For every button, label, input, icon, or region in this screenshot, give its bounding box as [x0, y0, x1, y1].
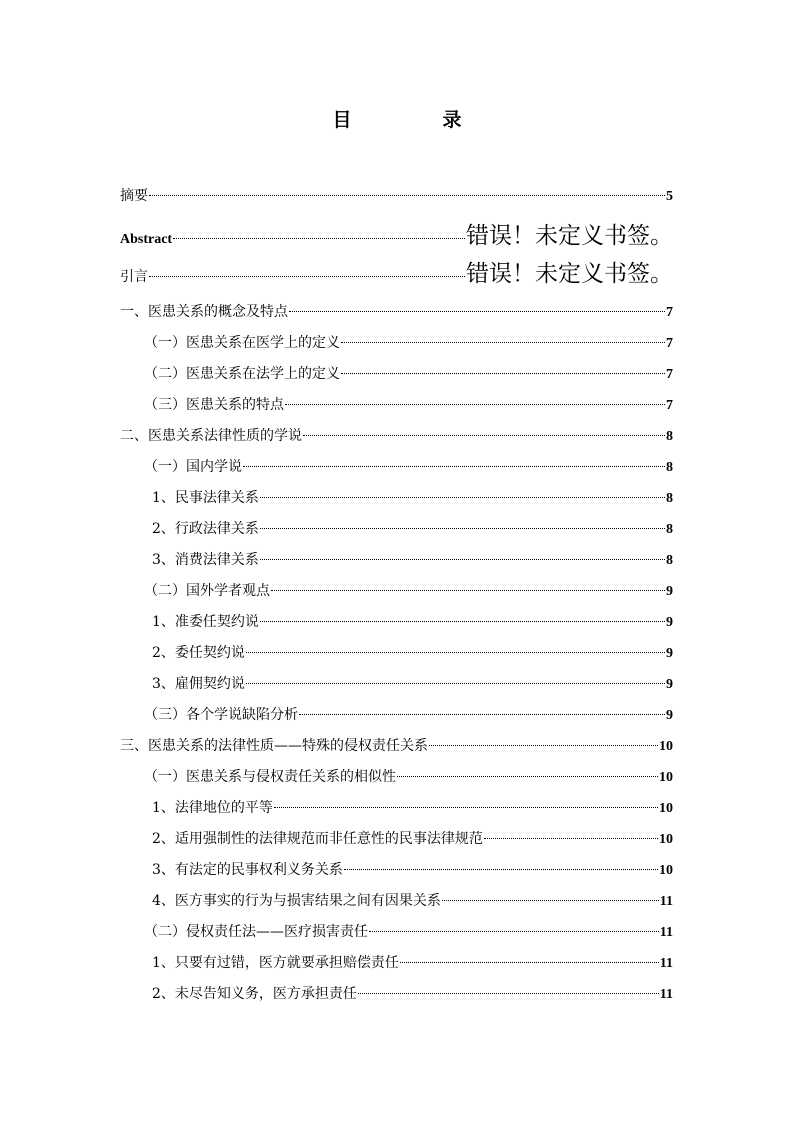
- toc-entry-page: 7: [666, 367, 673, 382]
- dot-leader: [260, 621, 665, 622]
- dot-leader: [246, 652, 665, 653]
- dot-leader: [243, 466, 665, 467]
- toc-entry-label: 3、消费法律关系: [152, 552, 259, 568]
- toc-entry-page: 错误！未定义书签。: [466, 261, 673, 287]
- toc-entry-label: 1、只要有过错，医方就要承担赔偿责任: [152, 955, 399, 971]
- toc-entry-label: （二）医患关系在法学上的定义: [144, 366, 340, 382]
- toc-entry[interactable]: [152, 798, 673, 819]
- toc-entry-label: 3、雇佣契约说: [152, 676, 245, 692]
- toc-entry[interactable]: [120, 302, 673, 323]
- toc-entry-page: 11: [659, 894, 673, 909]
- toc-entry-label: 2、行政法律关系: [152, 521, 259, 537]
- dot-leader: [303, 435, 665, 436]
- toc-entry-page: 10: [659, 863, 673, 878]
- toc-entry-label: 三、医患关系的法律性质——特殊的侵权责任关系: [120, 738, 428, 754]
- toc-entry[interactable]: [144, 364, 673, 385]
- toc-entry-page: 11: [659, 925, 673, 940]
- toc-entry-label: 4、医方事实的行为与损害结果之间有因果关系: [152, 893, 441, 909]
- toc-entry[interactable]: [120, 260, 673, 288]
- dot-leader: [397, 776, 658, 777]
- toc-entry-page: 10: [659, 739, 673, 754]
- toc-entry[interactable]: [152, 984, 673, 1005]
- toc-entry[interactable]: [144, 333, 673, 354]
- toc-entry[interactable]: [120, 736, 673, 757]
- toc-entry-page: 9: [666, 584, 673, 599]
- dot-leader: [299, 714, 665, 715]
- toc-entry-label: 摘要: [120, 188, 148, 204]
- dot-leader: [344, 869, 658, 870]
- toc-entry[interactable]: [120, 222, 673, 250]
- dot-leader: [246, 683, 665, 684]
- toc-entry-page: 8: [666, 460, 673, 475]
- toc-entry-page: 8: [666, 553, 673, 568]
- toc-entry-page: 9: [666, 615, 673, 630]
- dot-leader: [149, 276, 465, 277]
- dot-leader: [341, 342, 665, 343]
- toc-entry-label: 1、准委任契约说: [152, 614, 259, 630]
- toc-entry-label: （一）医患关系在医学上的定义: [144, 335, 340, 351]
- dot-leader: [429, 745, 658, 746]
- toc-entry-page: 8: [666, 522, 673, 537]
- toc-entry[interactable]: [152, 860, 673, 881]
- dot-leader: [260, 497, 665, 498]
- toc-entry-page: 9: [666, 646, 673, 661]
- toc-entry-label: 二、医患关系法律性质的学说: [120, 428, 302, 444]
- dot-leader: [260, 559, 665, 560]
- toc-title: 目 录: [332, 109, 498, 131]
- dot-leader: [358, 993, 659, 994]
- toc-entry-label: Abstract: [120, 232, 173, 247]
- toc-entry[interactable]: [152, 953, 673, 974]
- dot-leader: [173, 238, 465, 239]
- toc-entry-page: 5: [666, 189, 673, 204]
- toc-entry-page: 8: [666, 429, 673, 444]
- dot-leader: [260, 528, 665, 529]
- toc-entry-label: 3、有法定的民事权利义务关系: [152, 862, 343, 878]
- toc-entry-label: （三）各个学说缺陷分析: [144, 707, 298, 723]
- toc-entry-label: （二）国外学者观点: [144, 583, 270, 599]
- toc-entry[interactable]: [144, 767, 673, 788]
- toc-entry[interactable]: [144, 922, 673, 943]
- toc-entry[interactable]: [152, 488, 673, 509]
- toc-entry-page: 7: [666, 336, 673, 351]
- dot-leader: [442, 900, 659, 901]
- toc-entry[interactable]: [152, 519, 673, 540]
- toc-entry[interactable]: [144, 395, 673, 416]
- dot-leader: [484, 838, 658, 839]
- toc-entry[interactable]: [152, 891, 673, 912]
- dot-leader: [341, 373, 665, 374]
- dot-leader: [400, 962, 659, 963]
- toc-entry-label: （一）国内学说: [144, 459, 242, 475]
- toc-entry-page: 10: [659, 832, 673, 847]
- toc-entry[interactable]: [152, 829, 673, 850]
- toc-entry-page: 11: [659, 987, 673, 1002]
- toc-entry-page: 7: [666, 398, 673, 413]
- toc-entry[interactable]: [120, 426, 673, 447]
- toc-entry[interactable]: [144, 581, 673, 602]
- toc-entry-label: 1、民事法律关系: [152, 490, 259, 506]
- dot-leader: [274, 807, 658, 808]
- toc-entry-label: 一、医患关系的概念及特点: [120, 304, 288, 320]
- toc-entry-label: （一）医患关系与侵权责任关系的相似性: [144, 769, 396, 785]
- dot-leader: [149, 195, 665, 196]
- toc-entry[interactable]: [152, 674, 673, 695]
- toc-entry-page: 9: [666, 708, 673, 723]
- toc-entry-page: 10: [659, 801, 673, 816]
- toc-entry[interactable]: [144, 457, 673, 478]
- dot-leader: [369, 931, 659, 932]
- toc-entry[interactable]: [120, 186, 673, 207]
- dot-leader: [285, 404, 665, 405]
- toc-entry-page: 11: [659, 956, 673, 971]
- dot-leader: [289, 311, 665, 312]
- toc-entry[interactable]: [152, 643, 673, 664]
- toc-entry-page: 错误！未定义书签。: [466, 223, 673, 249]
- toc-entry-label: （二）侵权责任法——医疗损害责任: [144, 924, 368, 940]
- toc-entry-label: 2、委任契约说: [152, 645, 245, 661]
- toc-entry-label: 2、适用强制性的法律规范而非任意性的民事法律规范: [152, 831, 483, 847]
- toc-entry[interactable]: [144, 705, 673, 726]
- toc-entry-page: 9: [666, 677, 673, 692]
- toc-entry-label: 2、未尽告知义务，医方承担责任: [152, 986, 357, 1002]
- toc-entry-label: 1、法律地位的平等: [152, 800, 273, 816]
- dot-leader: [271, 590, 665, 591]
- toc-entry[interactable]: [152, 550, 673, 571]
- toc-entry-label: 引言: [120, 269, 148, 285]
- toc-entry[interactable]: [152, 612, 673, 633]
- toc-entry-page: 8: [666, 491, 673, 506]
- toc-entry-label: （三）医患关系的特点: [144, 397, 284, 413]
- toc-entry-page: 10: [659, 770, 673, 785]
- toc-entry-page: 7: [666, 305, 673, 320]
